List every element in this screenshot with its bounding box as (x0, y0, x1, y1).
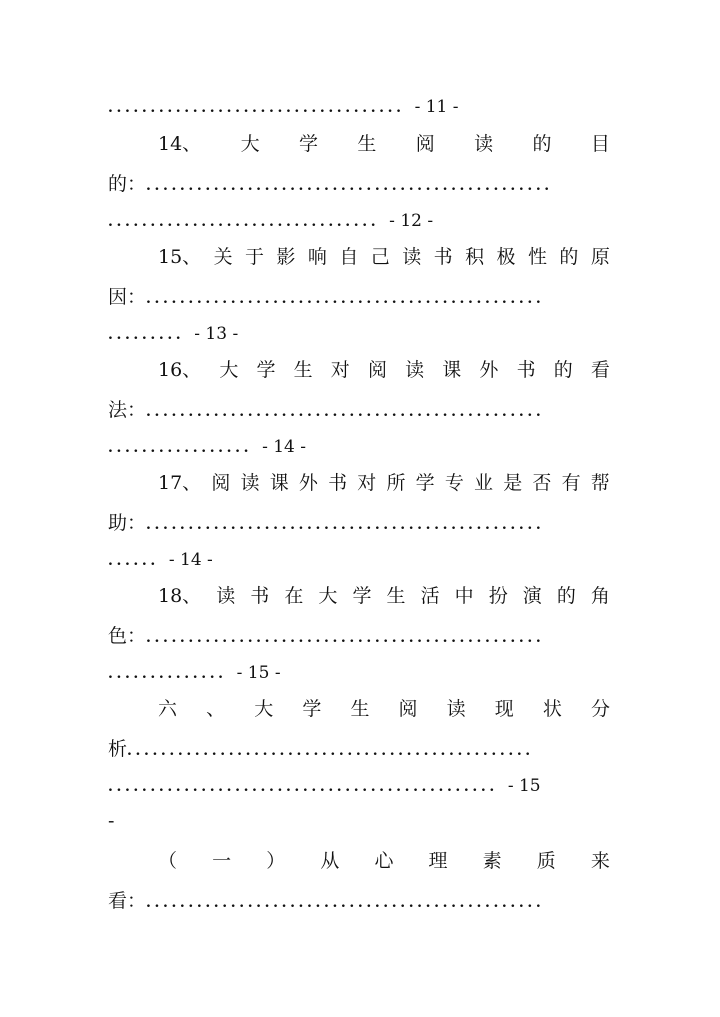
toc-char: 学 (298, 133, 318, 155)
toc-subsection-1[interactable] (158, 845, 610, 877)
toc-line-dots (108, 656, 620, 688)
toc-line-continuation (108, 168, 620, 200)
toc-char: 从 (320, 850, 340, 872)
toc-line-dots (108, 769, 620, 801)
toc-char: 心 (374, 850, 394, 872)
toc-char: 阅 (367, 359, 387, 381)
toc-entry-tail: 色： (108, 625, 147, 647)
toc-char: 于 (245, 246, 265, 268)
toc-char: 生 (357, 133, 377, 155)
toc-char: 所 (386, 472, 406, 494)
toc-leader-dots: .............................................. (108, 779, 498, 795)
toc-char: 有 (561, 472, 581, 494)
toc-char: （ (158, 850, 178, 872)
toc-char: 大 (219, 359, 239, 381)
toc-entry-number: 14、 (158, 133, 202, 155)
toc-entry-tail: 法： (108, 399, 147, 421)
toc-char: 是 (503, 472, 523, 494)
toc-char: 学 (256, 359, 276, 381)
toc-char: 自 (339, 246, 359, 268)
toc-char: 目 (590, 133, 610, 155)
toc-leader-dots: ...... (108, 553, 159, 569)
toc-leader-dots: ................................... (108, 100, 405, 116)
toc-char: 书 (328, 472, 348, 494)
toc-page-number: - 14 - (168, 550, 213, 570)
toc-leader-dots: ............................................... (146, 517, 545, 533)
toc-char: 大 (254, 698, 274, 720)
toc-char: 中 (454, 585, 474, 607)
toc-char: 的 (553, 359, 573, 381)
toc-char: 书 (433, 246, 453, 268)
toc-leader-dots: ......... (108, 327, 185, 343)
toc-char: 帮 (590, 472, 610, 494)
toc-char: 外 (298, 472, 318, 494)
toc-entry-tail: 的： (108, 173, 147, 195)
toc-line-continuation (108, 620, 620, 652)
toc-line-dash (108, 805, 620, 837)
toc-char: 角 (590, 585, 610, 607)
toc-leader-dots: ............................................... (146, 895, 545, 911)
toc-char: 质 (536, 850, 556, 872)
toc-entry-tail: 析 (108, 738, 128, 760)
toc-leader-dots: ................................................ (146, 178, 553, 194)
toc-char: 书 (250, 585, 270, 607)
toc-char: 读 (474, 133, 494, 155)
toc-char: 课 (442, 359, 462, 381)
toc-char: 在 (284, 585, 304, 607)
toc-line-continuation (108, 885, 620, 917)
toc-line-continuation (108, 394, 620, 426)
toc-entry-tail: 因： (108, 286, 147, 308)
toc-entry-15[interactable] (158, 241, 610, 273)
toc-leader-dots: ................................ (108, 214, 380, 230)
toc-leader-dots: ............................................... (146, 404, 545, 420)
toc-leader-dots: .............. (108, 666, 227, 682)
toc-char: ） (266, 850, 286, 872)
toc-char: 读 (446, 698, 466, 720)
toc-entry-number: 16、 (158, 359, 202, 381)
toc-line-dots (108, 430, 620, 462)
toc-entry-18[interactable] (158, 580, 610, 612)
toc-char: 状 (542, 698, 562, 720)
toc-entry-tail: 助： (108, 512, 147, 534)
toc-entry-tail: 看： (108, 890, 147, 912)
toc-char: 的 (532, 133, 552, 155)
toc-leader-dots: ................................................ (127, 743, 534, 759)
toc-char: 己 (370, 246, 390, 268)
toc-char: 的 (559, 246, 579, 268)
toc-char: 素 (482, 850, 502, 872)
toc-char: 影 (276, 246, 296, 268)
toc-char: 读 (405, 359, 425, 381)
toc-char: 生 (350, 698, 370, 720)
toc-char: 现 (494, 698, 514, 720)
toc-char: 大 (240, 133, 260, 155)
toc-char: 读 (402, 246, 422, 268)
toc-char: 积 (465, 246, 485, 268)
toc-char: 分 (590, 698, 610, 720)
toc-char: 否 (532, 472, 552, 494)
toc-char: 极 (496, 246, 516, 268)
toc-char: 专 (444, 472, 464, 494)
toc-line-continuation (108, 507, 620, 539)
toc-char: 外 (479, 359, 499, 381)
toc-char: 对 (330, 359, 350, 381)
toc-char: 一 (212, 850, 232, 872)
toc-entry-17[interactable] (158, 467, 610, 499)
toc-char: 阅 (211, 472, 231, 494)
toc-char: 书 (516, 359, 536, 381)
toc-line-dots (108, 204, 620, 236)
toc-char: 阅 (398, 698, 418, 720)
toc-char: 读 (240, 472, 260, 494)
toc-char: 活 (420, 585, 440, 607)
toc-page-number: - 11 - (414, 97, 459, 117)
toc-page-number-tail: - (108, 810, 115, 832)
toc-char: 演 (522, 585, 542, 607)
toc-line-dots (108, 317, 620, 349)
toc-char: 学 (352, 585, 372, 607)
toc-entry-number: 15、 (158, 246, 202, 268)
toc-line-continuation (108, 281, 620, 313)
toc-char: 来 (590, 850, 610, 872)
toc-line-dots (108, 543, 620, 575)
toc-page-number: - 15 (507, 776, 541, 796)
toc-char: 性 (527, 246, 547, 268)
toc-entry-number: 17、 (158, 472, 202, 494)
toc-char: 理 (428, 850, 448, 872)
toc-page-number: - 15 - (236, 663, 281, 683)
toc-char: 对 (357, 472, 377, 494)
toc-char: 课 (269, 472, 289, 494)
toc-char: 响 (307, 246, 327, 268)
toc-line-dots (108, 90, 620, 122)
toc-leader-dots: ................. (108, 440, 253, 456)
toc-char: 看 (590, 359, 610, 381)
toc-char: 业 (474, 472, 494, 494)
toc-char: 原 (590, 246, 610, 268)
toc-entry-number: 18、 (158, 585, 202, 607)
toc-section-6[interactable] (158, 693, 610, 725)
toc-char: 生 (386, 585, 406, 607)
toc-entry-14[interactable] (158, 128, 610, 160)
toc-page-number: - 12 - (389, 211, 434, 231)
toc-char: 生 (293, 359, 313, 381)
toc-page-number: - 14 - (262, 437, 306, 457)
toc-char: 、 (206, 698, 226, 720)
toc-char: 学 (302, 698, 322, 720)
toc-char: 六 (158, 698, 178, 720)
toc-entry-16[interactable] (158, 354, 610, 386)
toc-char: 扮 (488, 585, 508, 607)
toc-char: 大 (318, 585, 338, 607)
toc-leader-dots: ............................................... (146, 291, 545, 307)
toc-char: 读 (216, 585, 236, 607)
toc-leader-dots: ............................................... (146, 630, 545, 646)
toc-char: 的 (556, 585, 576, 607)
toc-char: 阅 (415, 133, 435, 155)
toc-char: 学 (415, 472, 435, 494)
toc-page-number: - 13 - (194, 324, 239, 344)
toc-line-continuation (108, 733, 620, 765)
toc-char: 关 (213, 246, 233, 268)
